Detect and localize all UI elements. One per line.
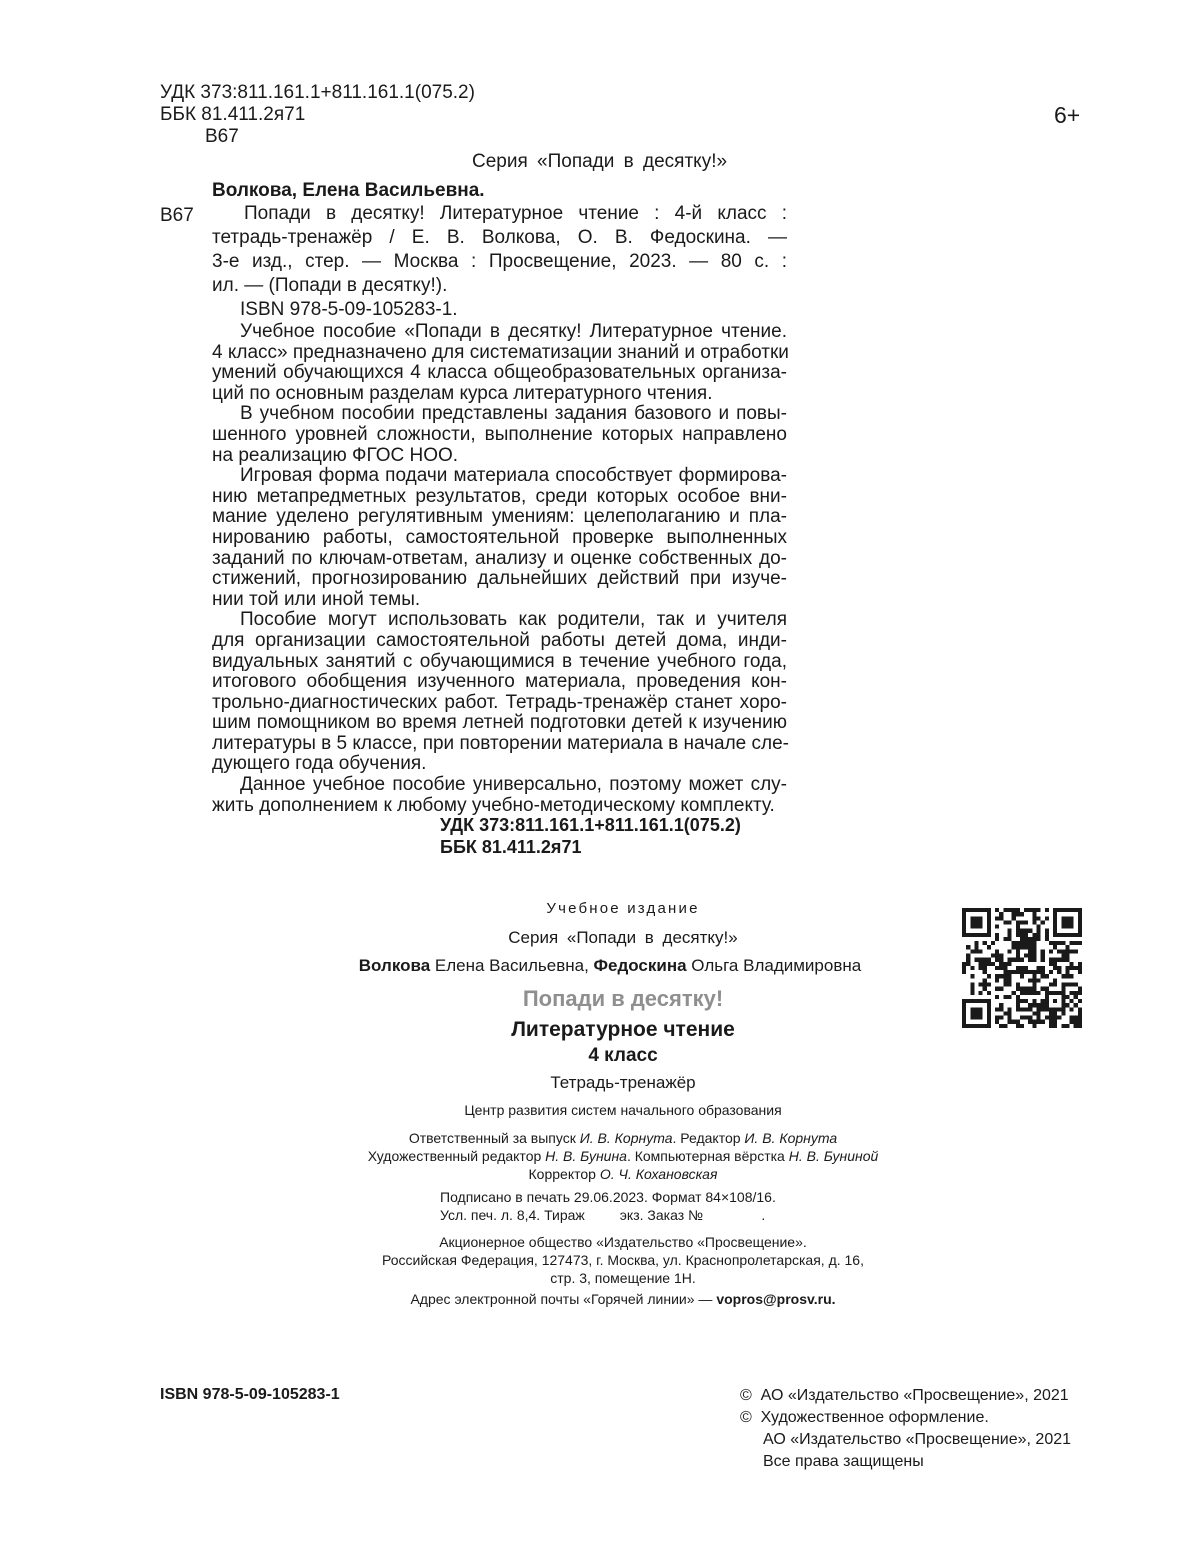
staff-name: Н. В. Буниной (788, 1148, 879, 1164)
qr-code-icon (962, 908, 1082, 1028)
book-type: Тетрадь-тренажёр (550, 1073, 696, 1092)
author1-name: Елена Васильевна, (430, 956, 594, 975)
publishing-center: Центр развития систем начального образования (464, 1102, 782, 1118)
email-address[interactable]: vopros@prosv.ru. (716, 1291, 836, 1307)
para-line: итогового обобщения изученного материала, проведения кон- (212, 671, 787, 693)
print-info-1: Подписано в печать 29.06.2023. Формат 84×108/16. (440, 1189, 776, 1205)
edition-type: Учебное издание (546, 900, 700, 917)
grade: 4 класс (588, 1045, 658, 1066)
para-line: дующего года обучения. (212, 753, 427, 775)
para-line: шенного уровней сложности, выполнение которых направлено (212, 423, 787, 445)
para-line: ций по основным разделам курса литературного чтения. (212, 382, 713, 404)
paragraph (212, 609, 790, 775)
author-mark: В67 (205, 126, 239, 147)
copyright-4: Все права защищены (763, 1453, 924, 1470)
imprint-series: Серия «Попади в десятку!» (508, 928, 738, 947)
entry-mark: В67 (160, 205, 194, 226)
para-line: нированию работы, самостоятельной проверке выполненных (212, 526, 787, 548)
para-line: на реализацию ФГОС НОО. (212, 444, 459, 466)
para-line: мание уделено регулятивным умениям: целеполаганию и пла- (212, 506, 787, 528)
para-line: трольно-диагностических работ. Тетрадь-тренажёр станет хоро- (212, 691, 787, 713)
imprint-authors (290, 956, 930, 976)
staff-line-1 (320, 1129, 926, 1147)
title-line: ил. — (Попади в десятку!). (212, 275, 448, 296)
subject-title: Литературное чтение (511, 1018, 735, 1041)
paragraph (212, 775, 787, 816)
para-line: нии той или иной темы. (212, 588, 421, 610)
para-line: Данное учебное пособие универсально, поэтому может слу- (240, 774, 787, 796)
staff-label: . Редактор (672, 1130, 745, 1146)
staff-name: И. В. Корнута (744, 1130, 838, 1146)
para-line: 4 класс» предназначено для систематизации знаний и отработки (212, 341, 789, 363)
staff-line-3 (320, 1165, 926, 1183)
para-line: видуальных занятий с обучающимися в течение учебного года, (212, 650, 787, 672)
series-title: Попади в десятку! (522, 986, 724, 1011)
para-line: шим помощником во время летней подготовки детей к изучению (212, 712, 787, 734)
entry-isbn: ISBN 978-5-09-105283-1. (240, 299, 458, 320)
staff-label: Художественный редактор (367, 1148, 546, 1164)
paragraph (212, 404, 787, 466)
email-label: Адрес электронной почты «Горячей линии» — (410, 1291, 717, 1307)
copyright-2: © Художественное оформление. (740, 1409, 989, 1426)
qr-code-graphic (962, 908, 1082, 1028)
copyright-1: © АО «Издательство «Просвещение», 2021 (740, 1387, 1069, 1404)
title-line: Попади в десятку! Литературное чтение : 4-й класс : (244, 203, 787, 224)
annotation-block (212, 202, 790, 816)
para-line: Учебное пособие «Попади в десятку! Литературное чтение. (240, 321, 787, 342)
para-line: для организации самостоятельной работы детей дома, инди- (212, 629, 787, 651)
staff-label: Ответственный за выпуск (408, 1130, 580, 1146)
para-line: стижений, прогнозированию дальнейших действий при изуче- (212, 568, 787, 590)
udk-bold: УДК 373:811.161.1+811.161.1(075.2) (440, 815, 741, 835)
copyright-3: АО «Издательство «Просвещение», 2021 (763, 1431, 1072, 1448)
publisher-line-2: Российская Федерация, 127473, г. Москва, ул. Краснопролетарская, д. 16, (382, 1252, 864, 1268)
author2-name: Ольга Владимировна (686, 956, 862, 975)
staff-name: И. В. Корнута (579, 1130, 673, 1146)
footer-isbn: ISBN 978-5-09-105283-1 (160, 1386, 340, 1403)
series-line: Серия «Попади в десятку!» (472, 151, 728, 172)
staff-name: О. Ч. Кохановская (599, 1166, 718, 1182)
para-line: заданий по ключам-ответам, анализу и оценке собственных до- (212, 547, 787, 569)
udk-code: УДК 373:811.161.1+811.161.1(075.2) (160, 82, 475, 103)
staff-name: Н. В. Бунина (545, 1148, 627, 1164)
publisher-line-1: Акционерное общество «Издательство «Просвещение». (439, 1234, 807, 1250)
title-line: тетрадь-тренажёр / Е. В. Волкова, О. В. Федоскина. — (212, 227, 787, 248)
para-line: В учебном пособии представлены задания базового и повы- (240, 403, 787, 425)
para-line: умений обучающихся 4 класса общеобразовательных организа- (212, 362, 787, 384)
para-line: жить дополнением к любому учебно-методическому комплекту. (212, 794, 775, 816)
para-line: литературы в 5 классе, при повторении материала в начале сле- (212, 732, 790, 754)
entry-author: Волкова, Елена Васильевна. (212, 180, 485, 201)
paragraph (212, 322, 787, 404)
bbk-bold: ББК 81.411.2я71 (440, 837, 582, 857)
print-info-2: Усл. печ. л. 8,4. Тираж экз. Заказ № . (440, 1207, 766, 1223)
author2-surname: Федоскина (593, 956, 687, 975)
paragraph (212, 466, 787, 610)
author1-surname: Волкова (358, 956, 431, 975)
bbk-code: ББК 81.411.2я71 (160, 104, 306, 125)
title-line: 3-е изд., стер. — Москва : Просвещение, 2023. — 80 с. : (212, 251, 787, 272)
email-line (320, 1290, 926, 1308)
para-line: нию метапредметных результатов, среди которых особое вни- (212, 485, 787, 507)
staff-line-2 (320, 1147, 926, 1165)
staff-label: Корректор (528, 1166, 600, 1182)
staff-label: . Компьютерная вёрстка (626, 1148, 789, 1164)
age-rating: 6+ (1054, 102, 1081, 128)
publisher-line-3: стр. 3, помещение 1Н. (550, 1270, 696, 1286)
para-line: Пособие могут использовать как родители, так и учителя (240, 609, 787, 631)
para-line: Игровая форма подачи материала способствует формирова- (240, 465, 787, 487)
